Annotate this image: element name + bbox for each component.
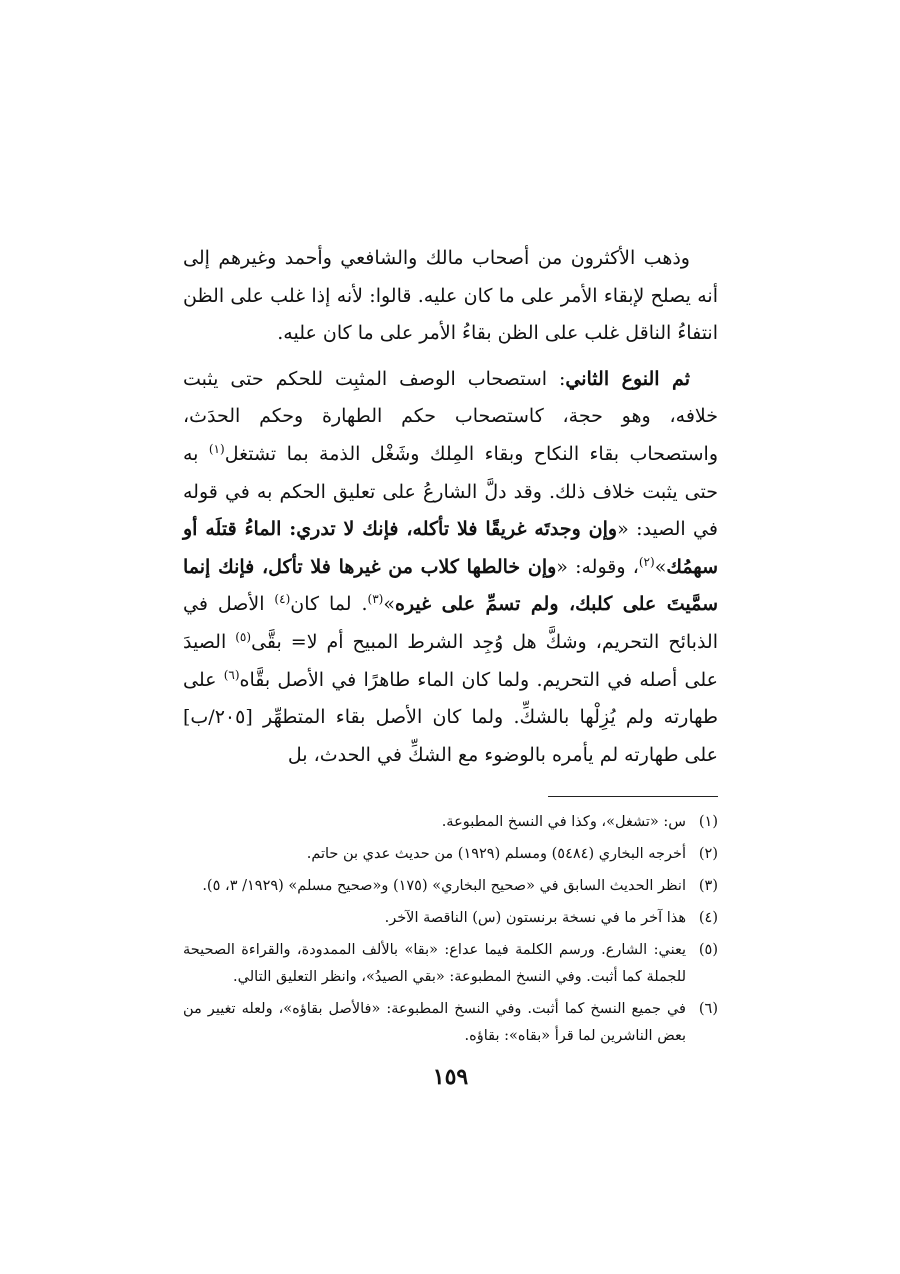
- paragraph-1: وذهب الأكثرون من أصحاب مالك والشافعي وأحمد وغيرهم إلى أنه يصلح لإبقاء الأمر على ما كان عليه. قالوا: لأنه إذا غلب على الظن انتفاءُ الناقل غلب على الظن بقاءُ الأمر على ما كان عليه.: [183, 247, 718, 345]
- text-run: به حتى يثبت خلاف ذلك. وقد دلَّ الشارعُ على تعليق الحكم به في قوله في الصيد: «: [183, 442, 718, 541]
- hadith-quote-2: وإن خالطها كلاب من غيرها فلا تأكل، فإنك إنما سمَّيتَ على كلبك، ولم تسمِّ على غيره: [183, 555, 719, 616]
- text-run: الأصل في الذبائح التحريم، وشكَّ هل وُجِد الشرط المبيح أم لا= بقَّى: [183, 593, 718, 653]
- footnote-3: [183, 873, 718, 900]
- text-run: »: [383, 593, 395, 616]
- paragraph-2: [183, 361, 718, 775]
- footnote-text: يعني: الشارع. ورسم الكلمة فيما عداع: «بقا» بالألف الممدودة، والقراءة الصحيحة للجملة كما أثبت. وفي النسخ المطبوعة: «بقي الصيدُ»، وانظر التعليق التالي.: [183, 942, 686, 986]
- page-number: ١٥٩: [432, 1064, 469, 1091]
- main-text: [183, 240, 718, 774]
- footnote-separator: [548, 796, 718, 797]
- footnote-text: في جميع النسخ كما أثبت. وفي النسخ المطبوعة: «فالأصل بقاؤه»، ولعله تغيير من بعض الناشرين لما قرأ «بقاه»: بقاؤه.: [183, 1001, 686, 1045]
- footnote-ref-6[interactable]: (٦): [223, 667, 240, 682]
- footnote-ref-3[interactable]: (٣): [367, 592, 384, 607]
- book-page: [183, 240, 718, 1090]
- footnote-text: س: «تشغل»، وكذا في النسخ المطبوعة.: [441, 814, 686, 831]
- text-run: على طهارته ولم يُزِلْها بالشكِّ. ولما كان الأصل بقاء المتطهِّر [٢٠٥/ب] على طهارته لم يأمره بالوضوء مع الشكِّ في الحدث، بل: [183, 668, 718, 766]
- footnote-ref-5[interactable]: (٥): [235, 629, 252, 644]
- footnote-text: انظر الحديث السابق في «صحيح البخاري» (١٧٥) و«صحيح مسلم» (١٩٢٩/ ٣، ٥).: [202, 878, 686, 895]
- text-run: . لما كان: [290, 593, 368, 616]
- footnote-ref-1[interactable]: (١): [208, 441, 225, 456]
- text-run: الصيدَ على أصله في التحريم. ولما كان الماء طاهرًا في الأصل بقَّاه: [183, 630, 718, 691]
- footnote-2: [183, 841, 718, 868]
- footnotes-list: [183, 809, 718, 1050]
- text-run: ، وقوله: «: [556, 555, 639, 578]
- footnote-5: [183, 937, 718, 991]
- text-run: »: [654, 555, 667, 578]
- text-run: : استصحاب الوصف المثبِت للحكم حتى يثبت خلافه، وهو حجة، كاستصحاب حكم الطهارة وحكم الحدَث، واستصحاب بقاء النكاح وبقاء المِلك وشَغْل الذمة بما تشتغل: [183, 367, 719, 465]
- hadith-quote-1: وإن وجدتَه غريقًا فلا تأكله، فإنك لا تدري: الماءُ قتلَه أو سهمُك: [183, 518, 718, 578]
- footnote-4: [183, 905, 718, 932]
- footnote-number: (١): [698, 814, 718, 831]
- footnote-text: أخرجه البخاري (٥٤٨٤) ومسلم (١٩٢٩) من حديث عدي بن حاتم.: [306, 846, 686, 863]
- footnote-number: (٣): [698, 878, 718, 895]
- footnote-6: [183, 996, 718, 1050]
- footnote-number: (٢): [698, 846, 718, 863]
- footnote-number: (٥): [698, 942, 718, 959]
- footnote-ref-4[interactable]: (٤): [274, 592, 291, 607]
- footnote-number: (٦): [698, 1001, 718, 1018]
- footnote-text: هذا آخر ما في نسخة برنستون (س) الناقصة الآخر.: [384, 910, 686, 927]
- section-lead: ثم النوع الثاني: [565, 367, 690, 390]
- footnote-1: [183, 809, 718, 836]
- footnote-number: (٤): [698, 910, 718, 927]
- footnote-ref-2[interactable]: (٢): [638, 554, 655, 569]
